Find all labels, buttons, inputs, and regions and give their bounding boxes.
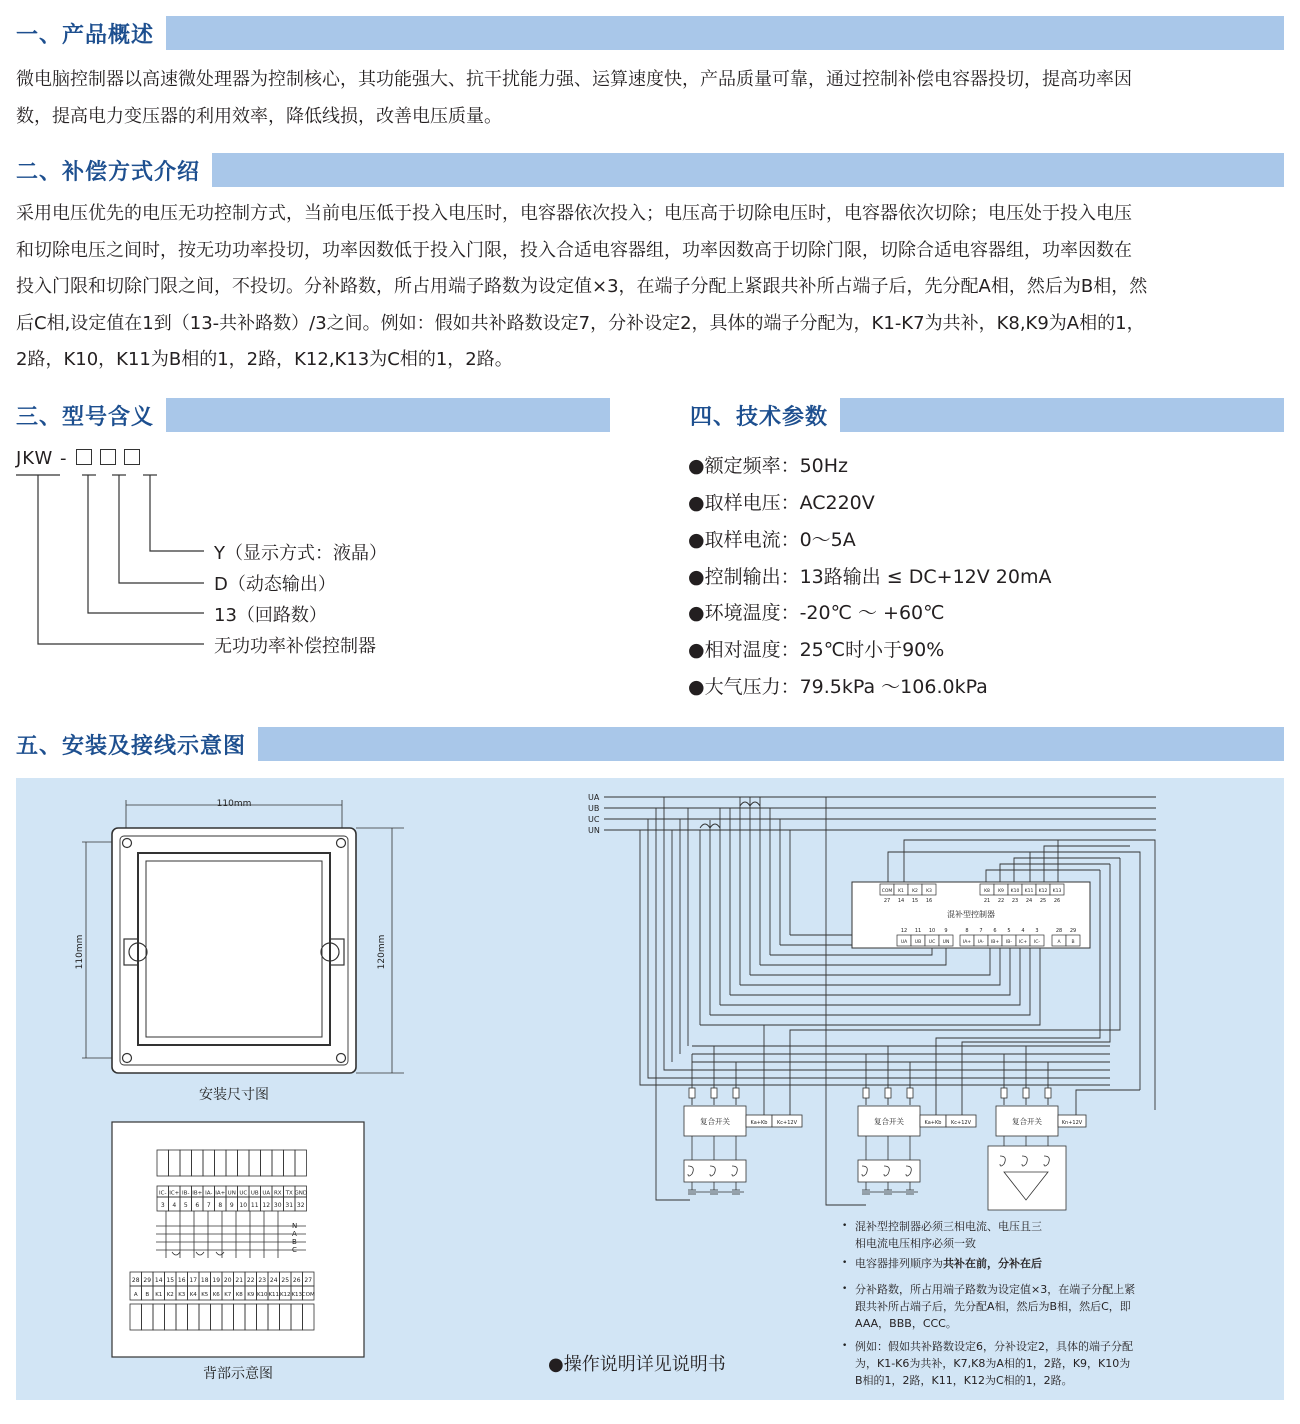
rear-terminal-num: 27 [304,1277,313,1284]
controller-terminal-num: 21 [983,898,991,904]
controller-terminal-num: 28 [1055,928,1063,934]
controller-terminal-num: 3 [1035,928,1039,934]
dim-height-label: 110mm [75,934,85,970]
fuse [1045,1088,1051,1098]
model-label-y: Y（显示方式：液晶） [214,543,387,564]
footer-note: ●操作说明详见说明书 [548,1354,726,1375]
rear-terminal-num: 19 [212,1277,221,1284]
controller-terminal-label: K11 [1024,889,1034,894]
controller-terminal-label: UN [942,940,950,945]
switch-terminal-label: Ka+Kb [750,1120,768,1126]
controller-terminal-num: 22 [997,898,1005,904]
bus-label-ub: UB [588,804,600,813]
note-bullet-4: • [842,1341,848,1351]
controller-terminal-label: K9 [998,889,1004,894]
rear-terminal-name: TX [285,1190,293,1197]
section-title: 二、补偿方式介绍 [16,159,201,185]
controller-terminal-label: K8 [984,889,990,894]
rear-terminal-name: COM [301,1292,315,1298]
controller-terminal-label: K1 [898,889,904,894]
rear-terminal-name: IB+ [192,1190,203,1197]
bus-lines [604,797,1156,830]
model-code: JKW - [16,448,140,469]
controller-terminal-label: K2 [912,889,918,894]
switch-terminal-label: Kc+12V [777,1120,797,1126]
model-label-name: 无功功率补偿控制器 [214,636,376,657]
delta-capacitor-block [988,1146,1066,1210]
controller-terminal-num: 4 [1021,928,1025,934]
rear-terminal-name: K1 [155,1292,163,1298]
rear-terminal-num: 26 [292,1277,301,1284]
switch-label: 复合开关 [700,1117,730,1126]
bus-label-ua: UA [588,793,600,802]
rear-terminal-num: 11 [250,1202,259,1209]
rear-terminal-num: 8 [218,1202,223,1209]
rear-terminal-num: 22 [246,1277,255,1284]
controller-terminal-num: 7 [979,928,983,934]
controller-terminal-num: 27 [883,898,891,904]
rear-terminal-num: 24 [269,1277,278,1284]
spec-ambient-temp: ●环境温度：-20℃ ～ +60℃ [688,602,945,624]
note-bullet-1: • [842,1221,848,1231]
rear-terminal-name: IC+ [169,1190,180,1197]
rear-terminal-num: 21 [235,1277,244,1284]
note-1: 混补型控制器必须三相电流、电压且三 相电流电压相序必须一致 [855,1220,1042,1250]
section-title: 三、型号含义 [16,404,155,430]
rear-terminal-num: 17 [189,1277,198,1284]
controller-name: 混补型控制器 [947,910,995,919]
rear-terminal-name: RX [273,1190,282,1197]
rear-phase-b: B [292,1238,297,1246]
rear-terminal-name: IA- [205,1190,213,1197]
rear-phase-n: N [292,1222,298,1230]
rear-terminal-num: 5 [183,1202,188,1209]
switch-terminal-label: Kc+12V [951,1120,971,1126]
bus-label-uc: UC [588,815,600,824]
dimension-caption: 安装尺寸图 [199,1087,269,1103]
rear-terminal-num: 31 [285,1202,294,1209]
spec-pressure: ●大气压力：79.5kPa ～106.0kPa [688,676,988,698]
rear-terminal-name: UB [250,1190,259,1197]
controller-terminal-num: 23 [1011,898,1019,904]
rear-terminal-name: IC- [159,1190,167,1197]
rear-panel [112,1122,364,1357]
rear-terminal-name: K7 [224,1292,232,1298]
note-bullet-3: • [842,1284,848,1294]
rear-terminal-name: K9 [247,1292,255,1298]
controller-terminal-label: IA+ [962,940,972,945]
rear-terminal-name: UA [262,1190,271,1197]
rear-terminal-num: 20 [223,1277,232,1284]
switch-terminal-label: Kn+12V [1061,1120,1083,1126]
controller-terminal-num: 5 [1007,928,1011,934]
rear-terminal-name: K13 [291,1292,303,1298]
controller-terminal-num: 29 [1069,928,1077,934]
rear-terminal-num: 30 [273,1202,282,1209]
compensation-text: 采用电压优先的电压无功控制方式，当前电压低于投入电压时，电容器依次投入；电压高于切除电压时，电容器依次切除；电压处于投入电压 和切除电压之间时，按无功功率投切，功率因数低于投入门限，投入合适电容器组，功率因数高于切除门限，切除合适电容器组，功率因数在 投入门限和切除门限之间，不投切。分补路数，所占用端子路数为设定值×3，在端子分配上紧跟共补所占端子后，先分配A相，然后为B相，然 后C相,设定值在1到（13-共补路数）/3之间。例如：假如共补路数设定7，分补设定2，具体的端子分配为，K1-K7为共补，K8,K9为A相的1， 2路，K10，K11为B相的1，2路，K12,K13为C相的1，2路。 [16,203,1148,370]
capacitor-groups [684,1088,1086,1210]
spec-frequency: ●额定频率：50Hz [688,455,849,477]
controller-terminal-num: 24 [1025,898,1033,904]
fuse [711,1088,717,1098]
rear-terminal-name: UC [239,1190,248,1197]
model-label-d: D（动态输出） [214,574,336,595]
note-4: 例如：假如共补路数设定6，分补设定2，具体的端子分配 为，K1-K6为共补，K7,K8为A相的1，2路，K9，K10为 B相的1，2路，K11，K12为C相的1，2路。 [855,1340,1133,1387]
fuse [1023,1088,1029,1098]
controller-terminal-label: B [1071,940,1075,945]
controller-terminal-num: 11 [914,928,922,934]
switch-label: 复合开关 [1012,1117,1042,1126]
rear-terminal-name: B [145,1292,150,1298]
rear-terminal-num: 12 [262,1202,271,1209]
rear-terminal-name: IB- [182,1190,190,1197]
rear-terminal-num: 28 [131,1277,140,1284]
rear-terminal-num: 7 [206,1202,211,1209]
rear-terminal-name: A [133,1292,138,1298]
fuse [733,1088,739,1098]
dim-width-label: 110mm [216,799,252,809]
switch-terminal-label: Ka+Kb [924,1120,942,1126]
rear-terminal-num: 16 [177,1277,186,1284]
rear-terminal-num: 23 [258,1277,267,1284]
controller-terminal-num: 26 [1053,898,1061,904]
rear-terminal-name: K12 [279,1292,291,1298]
rear-terminal-num: 15 [166,1277,175,1284]
controller-terminal-num: 9 [944,928,948,934]
spec-sample-voltage: ●取样电压：AC220V [688,492,875,514]
controller-terminal-num: 6 [993,928,997,934]
controller-terminal-num: 10 [928,928,936,934]
controller-terminal-label: IC+ [1018,940,1028,945]
rear-terminal-name: K5 [201,1292,209,1298]
rear-phase-a: A [292,1230,297,1238]
rear-terminal-name: K2 [166,1292,174,1298]
rear-caption: 背部示意图 [203,1366,273,1382]
section-title: 一、产品概述 [16,22,155,48]
spec-control-output: ●控制输出：13路输出 ≤ DC+12V 20mA [688,566,1052,588]
controller-terminal-label: K12 [1038,889,1048,894]
controller-terminal-label: UB [914,940,922,945]
rear-terminal-num: 10 [239,1202,248,1209]
rear-terminal-name: GND [294,1190,308,1197]
spec-sample-current: ●取样电流：0～5A [688,529,856,551]
fuse [885,1088,891,1098]
rear-terminal-name: IA+ [215,1190,226,1197]
controller-terminal-label: IA- [978,940,984,945]
controller-terminal-num: 15 [911,898,919,904]
note-3: 分补路数，所占用端子路数为设定值×3，在端子分配上紧 跟共补所占端子后，先分配A相，然后为B相，然后C，即 AAA，BBB，CCC。 [855,1283,1136,1330]
note-2: 电容器排列顺序为共补在前，分补在后 [855,1257,1042,1270]
rear-terminal-name: K4 [189,1292,197,1298]
fuse [863,1088,869,1098]
rear-terminal-num: 14 [154,1277,163,1284]
controller-terminal-label: IB- [1005,940,1013,945]
rear-terminal-num: 4 [172,1202,177,1209]
rear-terminal-name: K8 [235,1292,243,1298]
switch-label: 复合开关 [874,1117,904,1126]
rear-terminal-num: 6 [195,1202,200,1209]
controller-terminal-label: A [1057,940,1061,945]
dimension-drawing [82,800,404,1073]
rear-terminal-name: K10 [256,1292,268,1298]
rear-terminal-name: K3 [178,1292,186,1298]
fuse [907,1088,913,1098]
rear-terminal-num: 32 [296,1202,305,1209]
rear-terminal-num: 18 [200,1277,209,1284]
spec-humidity: ●相对温度：25℃时小于90% [688,639,945,661]
controller-terminal-num: 16 [925,898,933,904]
controller-terminal-label: UA [900,940,908,945]
rear-terminal-name: UN [227,1190,236,1197]
rear-terminal-num: 25 [281,1277,290,1284]
controller-terminal-num: 14 [897,898,905,904]
controller-terminal-label: K10 [1010,889,1020,894]
bus-label-un: UN [588,826,600,835]
wiring-lines [640,797,1155,1205]
rear-terminal-name: K11 [268,1292,280,1298]
controller-terminal-label: UC [928,940,936,945]
rear-phase-c: C [292,1246,297,1254]
controller-terminal-label: K13 [1052,889,1062,894]
rear-terminal-name: K6 [212,1292,220,1298]
controller-terminal-label: IC- [1033,940,1041,945]
fuse [689,1088,695,1098]
controller-terminal-num: 8 [965,928,969,934]
section-title: 五、安装及接线示意图 [16,733,247,759]
controller-terminal-label: K3 [926,889,932,894]
model-label-13: 13（回路数） [214,605,327,626]
section-title: 四、技术参数 [690,404,829,430]
overview-text: 微电脑控制器以高速微处理器为控制核心，其功能强大、抗干扰能力强、运算速度快，产品质量可靠，通过控制补偿电容器投切，提高功率因 数，提高电力变压器的利用效率，降低线损，改善电压质量。 [16,69,1132,127]
rear-terminal-num: 9 [229,1202,234,1209]
rear-terminal-num: 3 [160,1202,165,1209]
controller-terminal-num: 12 [900,928,908,934]
fuse [1001,1088,1007,1098]
rear-terminal-num: 29 [143,1277,152,1284]
controller-terminal-num: 25 [1039,898,1047,904]
controller-terminal-label: COM [881,889,893,894]
dim-outer-label: 120mm [377,934,387,970]
note-bullet-2: • [842,1258,848,1268]
controller-terminal-label: IB+ [990,940,1000,945]
